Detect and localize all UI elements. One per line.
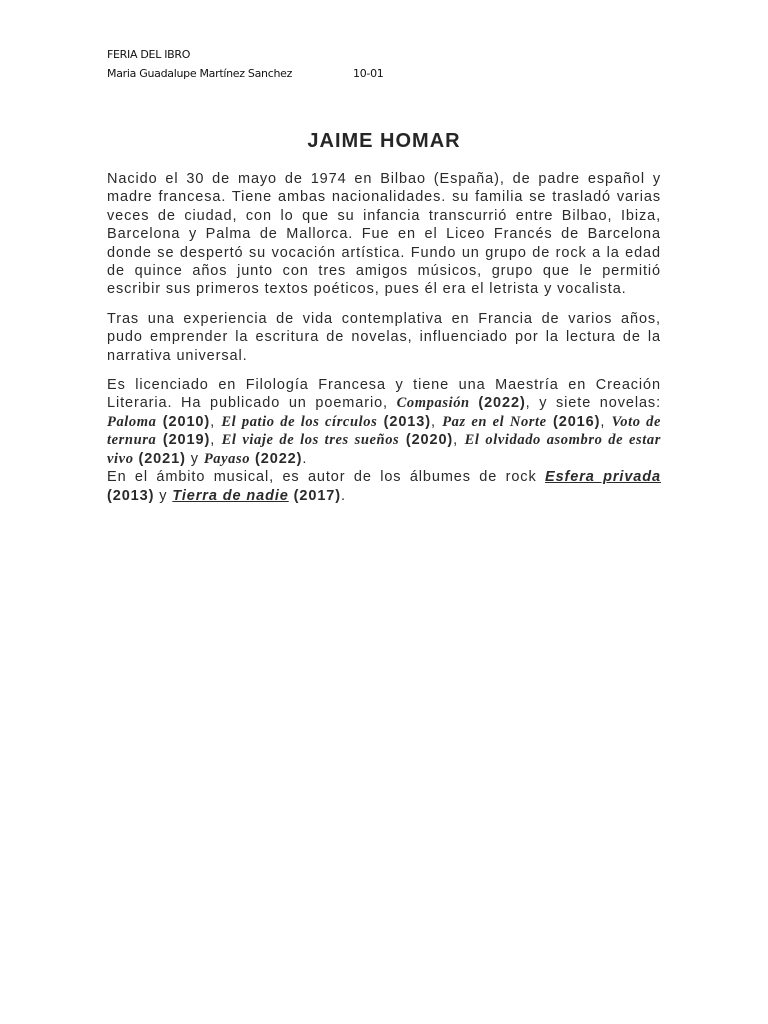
- book-year: (2016): [546, 413, 601, 430]
- book-title: Voto de ternura: [107, 413, 662, 449]
- book-year: (2019): [156, 432, 211, 449]
- novels-intro: , y siete novelas:: [525, 395, 661, 412]
- book-year: (2013): [377, 413, 431, 430]
- separator: ,: [453, 432, 465, 449]
- separator: .: [340, 487, 346, 504]
- book-title: El olvidado asombro de estar vivo: [107, 432, 662, 467]
- book-year: (2020): [399, 432, 454, 449]
- separator: .: [302, 450, 308, 467]
- group-code: 10-01: [353, 67, 384, 80]
- event-name: FERIA DEL IBRO: [107, 48, 191, 61]
- music-intro: En el ámbito musical, es autor de los álbumes de rock: [107, 469, 545, 486]
- album-year: (2013): [107, 487, 155, 504]
- separator: y: [185, 450, 204, 467]
- album-title: Esfera privada: [545, 469, 661, 486]
- separator: y: [154, 487, 173, 504]
- separator: ,: [210, 432, 222, 449]
- paragraph-career: Tras una experiencia de vida contemplativa en Francia de varios años, pudo emprender la escritura de novelas, influenciado por la lectura de la narrativa universal.: [107, 310, 661, 364]
- separator: ,: [600, 413, 612, 430]
- biography-body: [107, 170, 661, 505]
- paragraph-birth: Nacido el 30 de mayo de 1974 en Bilbao (España), de padre español y madre francesa. Tiene ambas nacionalidades. su familia se trasladó varias veces de ciudad, con lo que su infancia transcurrió entre Bilbao, Ibiza, Barcelona y Palma de Mallorca. Fue en el Liceo Francés de Barcelona donde se despertó su vocación artística. Fundo un grupo de rock a la edad de quince años junto con tres amigos músicos, grupo que le permitió escribir sus primeros textos poéticos, pues él era el letrista y vocalista.: [107, 171, 661, 298]
- album-title: Tierra de nadie: [172, 487, 289, 504]
- separator: ,: [430, 413, 443, 430]
- works-intro: Es licenciado en Filología Francesa y tiene una Maestría en Creación Literaria. Ha publicado un poemario,: [107, 377, 661, 412]
- book-year: (2021): [133, 450, 186, 467]
- author-line: [107, 64, 384, 83]
- book-title: Paz en el Norte: [442, 413, 547, 430]
- separator: ,: [210, 413, 222, 430]
- book-title: El patio de los círculos: [221, 413, 378, 430]
- album-year: (2017): [288, 487, 341, 504]
- book-title: El viaje de los tres sueños: [221, 432, 400, 449]
- book-year: (2010): [156, 413, 211, 430]
- book-year: (2022): [469, 395, 526, 412]
- book-year: (2022): [250, 450, 303, 467]
- book-title: Paloma: [107, 413, 157, 430]
- book-title: Payaso: [203, 450, 251, 467]
- paragraph-music: [107, 468, 661, 505]
- paragraph-works: [107, 376, 661, 468]
- author-name: Maria Guadalupe Martínez Sanchez: [107, 67, 293, 80]
- document-header: [107, 45, 384, 83]
- page-title: JAIME HOMAR: [307, 130, 461, 152]
- book-title: Compasión: [396, 395, 470, 412]
